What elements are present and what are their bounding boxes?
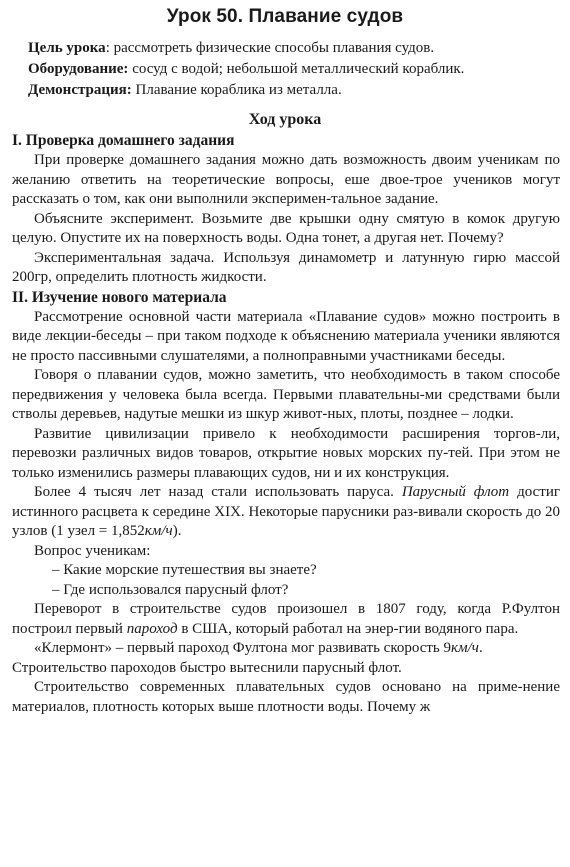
p6-unit: км/ч <box>451 640 479 656</box>
question-2: – Где использовался парусный флот? <box>52 581 289 598</box>
p4-text-a: Более 4 тысяч лет назад стали использовать паруса. <box>34 484 402 500</box>
equipment-label: Оборудование: <box>28 61 129 77</box>
question-1: – Какие морские путешествия вы знаете? <box>52 562 317 578</box>
question-intro: Вопрос ученикам: <box>34 542 151 559</box>
p4-unit: км/ч <box>144 523 173 539</box>
section-2-paragraph-6 <box>12 639 560 659</box>
p5-text-b: в США, который работал на энер-гии водяного пара. <box>177 620 519 637</box>
p4-text-c: ). <box>172 523 182 539</box>
section-2-paragraph-3: Развитие цивилизации привело к необходимости расширения торгов-ли, перевозки различных видов товаров, открытие новых морских пу-тей. При этом не только изменились размеры плавающих судов, ни и их конструкция. <box>12 425 560 481</box>
lesson-progress-heading: Ход урока <box>248 111 322 128</box>
section-1-heading: I. Проверка домашнего задания <box>12 132 235 149</box>
equipment-row <box>28 59 570 80</box>
section-2-paragraph-1: Рассмотрение основной части материала «Плавание судов» можно построить в виде лекции-беседы – при таком подходе к объяснению материала ученики являются не просто пассивными слушателями, а полноправными участниками беседы. <box>12 308 560 364</box>
section-2-paragraph-6-line-2: Строительство пароходов быстро вытеснили парусный флот. <box>12 659 402 676</box>
p5-text-a: Переворот в строительстве судов произошел в 1807 году, когда Р.Фултон построил первый <box>12 601 560 637</box>
demo-label: Демонстрация: <box>28 82 132 98</box>
section-1-paragraph-1: При проверке домашнего задания можно дать возможность двоим ученикам по желанию ответить на теоретические вопросы, еше двое-трое учеников могут рассказать о том, как они выполнили эксперимен-тальное задание. <box>12 152 560 207</box>
section-2-paragraph-5 <box>12 600 560 639</box>
goal-label: Цель урока <box>28 40 106 56</box>
p6-text-b: . <box>478 640 483 656</box>
demo-text: Плавание кораблика из металла. <box>131 82 342 98</box>
goal-row <box>28 38 570 59</box>
p6-text-a: «Клермонт» – первый пароход Фултона мог развивать скорость 9 <box>34 640 452 656</box>
section-1-paragraph-3: Экспериментальная задача. Используя динамометр и латунную гирю массой 200гр, определить плотность жидкости. <box>12 249 560 285</box>
section-2-paragraph-7: Строительство современных плавательных судов основано на приме-нение материалов, плотность которых выше плотности воды. Почему ж <box>12 679 560 715</box>
section-1-paragraph-2: Объясните эксперимент. Возьмите две крышки одну смятую в комок другую целую. Опустите их на поверхность воды. Одна тонет, а другая нет. Почему? <box>12 210 560 246</box>
p4-text-b: достиг истинного расцвета к середине XIX. Некоторые парусники раз-вивали скорость до 20 узлов (1 узел = 1,852 <box>12 484 561 539</box>
section-2-paragraph-2: Говоря о плавании судов, можно заметить, что необходимость в таком способе передвижения у человека была всегда. Первыми плавательны-ми средствами были стволы деревьев, надутые мешки из шкур живот-ных, плоты, позднее – лодки. <box>12 367 560 422</box>
equipment-text: сосуд с водой; небольшой металлический кораблик. <box>128 61 465 77</box>
lesson-title: Урок 50. Плавание судов <box>166 6 404 27</box>
p5-italic-term: пароход <box>126 620 178 637</box>
section-2-heading: II. Изучение нового материала <box>12 288 227 306</box>
goal-text: : рассмотреть физические способы плавания судов. <box>105 40 435 56</box>
p4-italic-term: Парусный флот <box>401 484 510 500</box>
demo-row <box>28 80 570 101</box>
lesson-meta <box>12 38 570 101</box>
section-2-paragraph-4 <box>12 483 560 542</box>
